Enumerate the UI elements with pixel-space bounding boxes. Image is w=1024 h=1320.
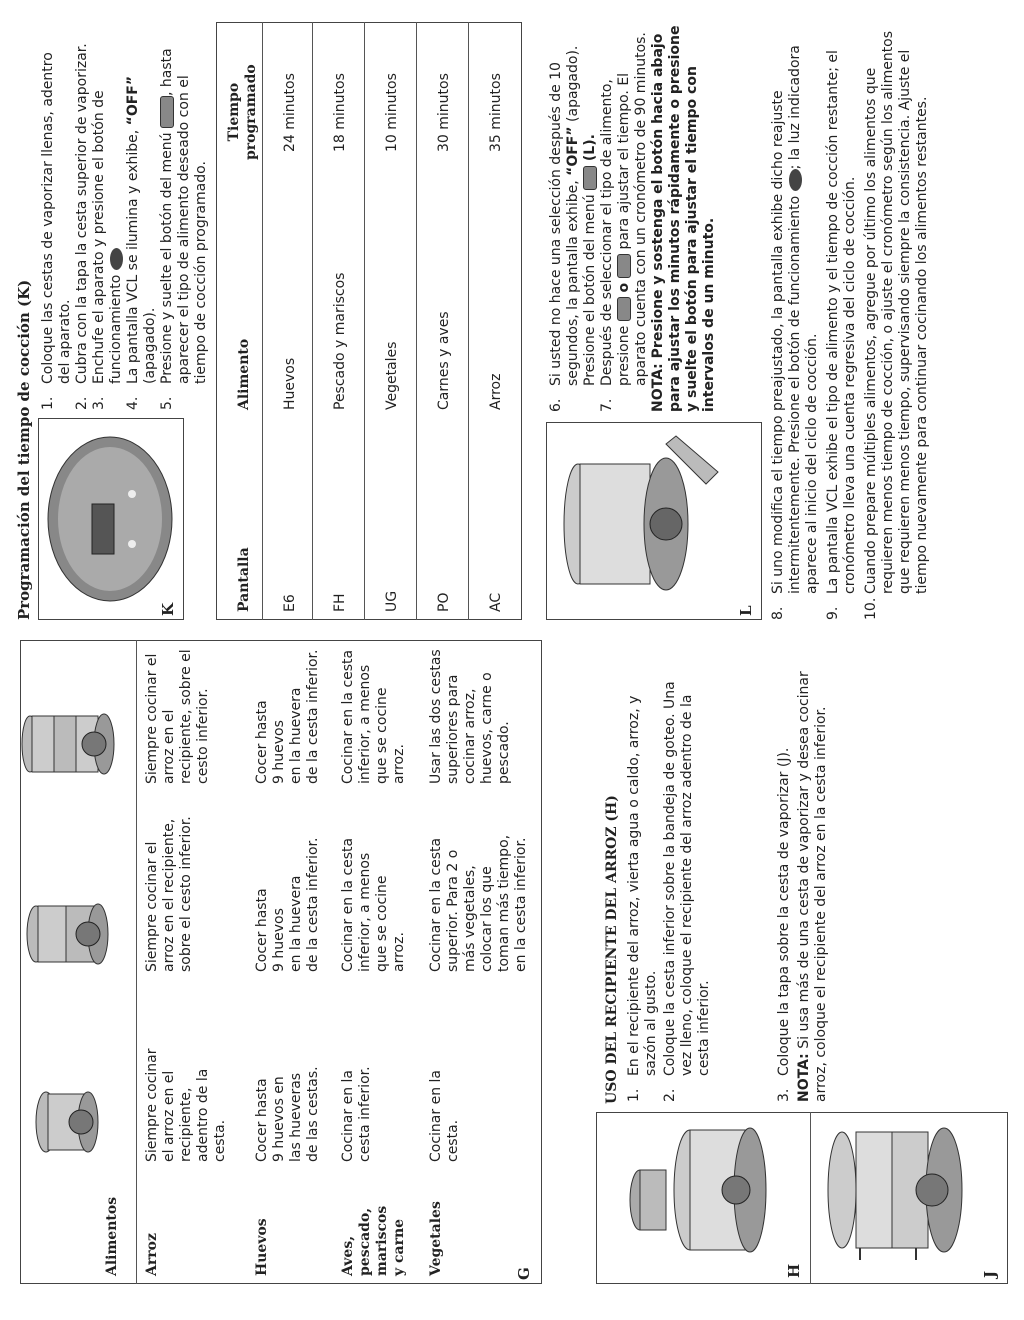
figure-letter-k: K (159, 602, 177, 616)
arroz-1-tier: Siempre cocinar el arroz en el recipiente, adentro de la cesta. (144, 1048, 228, 1162)
programming-title: Programación del tiempo de cocción (K) (15, 279, 33, 620)
prog-step-7 (599, 20, 650, 412)
rice-figures-divider (810, 1112, 811, 1284)
prog-step-2-text: Cubra con la tapa la cesta superior de vaporizar. (74, 43, 90, 384)
time-row-4-alimento: Carnes y aves (436, 311, 452, 410)
prog-step-6-off: “OFF” (565, 126, 581, 176)
time-row-3-pantalla: UG (384, 590, 400, 612)
time-row-3-alimento: Vegetales (384, 341, 400, 410)
prog-step-7-number: 7. (599, 398, 615, 412)
prog-note-7-text: Presione y sostenga el botón hacia abajo para ajustar los minutos rápidamente o presione y suelte el botón para ajustar el tiempo con intervalos de un minuto. (650, 25, 717, 412)
menu-button-icon (160, 96, 174, 128)
time-row-1-alimento: Huevos (282, 357, 298, 410)
rice-step-3 (776, 662, 793, 1102)
prog-step-8-text-b: ; la luz indicadora aparece al inicio del ciclo de cocción. (787, 45, 820, 594)
prog-step-9-number: 9. (825, 606, 841, 620)
single-tier-steamer-picture (26, 1082, 116, 1162)
time-table-row-rule-4 (468, 22, 469, 620)
figure-letter-l: L (737, 605, 755, 616)
prog-step-5-text-b: , hasta aparecer el tipo de alimento deseado con el tiempo de cocción programado. (159, 48, 209, 384)
vegetales-3-tier: Usar las dos cestas superiores para cocinar arroz, huevos, carne o pescado. (428, 649, 512, 784)
table-g-header-rule (136, 640, 137, 1284)
prog-step-7-text-b: para ajustar el tiempo. El aparato cuenta con un cronómetro de 90 minutos. (616, 32, 649, 386)
prog-step-5 (159, 30, 210, 410)
rice-note-text: Si usa más de una cesta de vaporizar y desea cocinar arroz, coloque el recipiente del arroz en la cesta inferior. (796, 671, 829, 1102)
food-huevos: Huevos (254, 1218, 270, 1276)
prog-step-2 (74, 30, 91, 410)
rice-step-3-number: 3. (776, 1088, 792, 1102)
rice-step-1 (626, 662, 660, 1102)
rice-note-label: NOTA: (796, 1053, 812, 1102)
minus-button-icon (617, 254, 631, 278)
figure-letter-j: J (981, 1270, 999, 1278)
time-row-4-tiempo: 30 minutos (436, 73, 452, 152)
rice-step-3-text: Coloque la tapa sobre la cesta de vaporizar (J). (776, 747, 792, 1076)
rice-section-title: USO DEL RECIPIENTE DEL ARROZ (H) (604, 795, 620, 1104)
food-arroz: Arroz (144, 1233, 160, 1276)
huevos-1-tier: Cocer hasta 9 huevos en las hueveras de las cestas. (254, 1066, 321, 1162)
food-aves: Aves, pescado, mariscos y carne (340, 1205, 407, 1276)
rice-note (796, 662, 830, 1102)
steamer-hand-picture (556, 434, 746, 604)
table-g-header-alimentos: Alimentos (104, 1196, 120, 1276)
rice-step-2 (662, 662, 713, 1102)
prog-step-9-text: La pantalla VCL exhibe el tipo de alimento y el tiempo de cocción restante; el cronómetro lleva una cuenta regresiva del ciclo de cocción. (825, 50, 858, 594)
prog-note-7 (650, 20, 718, 412)
arroz-2-tier: Siempre cocinar el arroz en el recipiente, sobre el cesto inferior. (144, 816, 194, 972)
prog-step-6-number: 6. (548, 398, 564, 412)
time-row-2-tiempo: 18 minutos (332, 73, 348, 152)
prog-steps-6-7 (548, 20, 718, 412)
time-row-5-pantalla: AC (488, 592, 504, 612)
rice-step-1-text: En el recipiente del arroz, vierta agua o caldo, arroz, y sazón al gusto. (626, 695, 659, 1076)
prog-step-6-text-b: (apagado). Presione el botón del menú (565, 45, 598, 386)
time-row-3-tiempo: 10 minutos (384, 73, 400, 152)
rice-steps-list (626, 662, 713, 1102)
prog-step-8 (770, 20, 821, 620)
time-row-2-pantalla: FH (332, 593, 348, 612)
prog-step-9 (825, 20, 859, 620)
time-table-header-rule (262, 22, 263, 620)
time-row-4-pantalla: PO (436, 592, 452, 612)
huevos-3-tier: Cocer hasta 9 huevos en la huevera de la cesta inferior. (254, 649, 321, 784)
prog-step-4-number: 4. (125, 396, 141, 410)
huevos-2-tier: Cocer hasta 9 huevos en la huevera de la cesta inferior. (254, 837, 321, 972)
prog-step-3-number: 3. (91, 396, 107, 410)
time-row-5-tiempo: 35 minutos (488, 73, 504, 152)
menu-button-icon-2 (583, 166, 597, 190)
plus-button-icon (617, 297, 631, 321)
prog-steps-8-10 (770, 20, 931, 620)
figure-letter-g: G (515, 1267, 533, 1280)
programming-steps-list (40, 30, 210, 410)
prog-step-10-number: 10. (863, 597, 879, 620)
time-table-header-pantalla: Pantalla (236, 547, 252, 612)
prog-step-8-text: Si uno modifica el tiempo preajustado, la pantalla exhibe dicho reajuste intermitentemente. Presione el botón de funcionamiento (770, 90, 803, 594)
prog-step-4-text-b: (apagado). (142, 307, 158, 384)
prog-step-10-text: Cuando prepare múltiples alimentos, agregue por último los alimentos que requieren menos tiempo de cocción, o ajuste el cronómetro según los alimentos que requieren menos tiempo, supervisando siempre la consistencia. Ajuste el tiempo nuevamente para continuar cocinando los alimentos restantes. (863, 30, 930, 594)
prog-step-3-text: Enchufe el aparato y presione el botón de funcionamiento (91, 90, 124, 384)
power-button-icon-2 (789, 169, 802, 191)
rice-step-3-list (776, 662, 793, 1102)
food-vegetales: Vegetales (428, 1201, 444, 1276)
prog-step-5-number: 5. (159, 396, 175, 410)
prog-step-3 (91, 30, 125, 410)
aves-1-tier: Cocinar en la cesta inferior. (340, 1066, 373, 1162)
control-panel-picture (42, 434, 178, 604)
prog-step-6-text-a: Si usted no hace una selección después de 10 segundos, la pantalla exhibe, (548, 62, 581, 386)
prog-step-6 (548, 20, 599, 412)
vegetales-2-tier: Cocinar en la cesta superior. Para 2 o más vegetales, colocar los que toman más tiempo, en la cesta inferior. (428, 834, 529, 972)
steamer-with-lid-picture (820, 1116, 1000, 1264)
prog-step-1-text: Coloque las cestas de vaporizar llenas, adentro del aparato. (40, 52, 73, 384)
rice-step-1-number: 1. (626, 1088, 642, 1102)
prog-step-7-text-a: Después de seleccionar el tipo de alimento, presione (599, 79, 632, 386)
prog-step-4-text-a: La pantalla VCL se ilumina y exhibe, (125, 125, 141, 384)
rice-step-2-number: 2. (662, 1088, 678, 1102)
time-row-1-pantalla: E6 (282, 594, 298, 612)
rice-step-2-text: Coloque la cesta inferior sobre la bandeja de goteo. Una vez lleno, coloque el recipiente del arroz adentro de la cesta inferior. (662, 681, 712, 1076)
three-tier-steamer-picture (20, 704, 124, 784)
time-row-2-alimento: Pescado y mariscos (332, 272, 348, 410)
vegetales-1-tier: Cocinar en la cesta. (428, 1070, 461, 1162)
time-row-5-alimento: Arroz (488, 373, 504, 410)
prog-step-2-number: 2. (74, 396, 90, 410)
figure-letter-h: H (785, 1263, 803, 1278)
time-table-row-rule-3 (416, 22, 417, 620)
prog-step-6-text-c: (L). (582, 134, 598, 166)
prog-step-1-number: 1. (40, 396, 56, 410)
time-table-header-alimento: Alimento (236, 338, 252, 410)
prog-step-8-number: 8. (770, 606, 786, 620)
aves-3-tier: Cocinar en la cesta inferior, a menos que se cocine arroz. (340, 649, 407, 784)
prog-step-7-o: o (616, 277, 632, 298)
time-table-row-rule-2 (364, 22, 365, 620)
time-table-row-rule-1 (312, 22, 313, 620)
prog-step-4 (125, 30, 159, 410)
prog-step-1 (40, 30, 74, 410)
time-row-1-tiempo: 24 minutos (282, 73, 298, 152)
prog-step-5-text-a: Presione y suelte el botón del menú (159, 132, 175, 384)
prog-step-4-off: “OFF” (125, 75, 141, 126)
prog-step-10 (863, 20, 931, 620)
arroz-3-tier: Siempre cocinar el arroz en el recipiente, sobre el cesto inferior. (144, 649, 211, 784)
two-tier-steamer-picture (22, 894, 122, 974)
rice-bowl-picture (610, 1120, 790, 1260)
prog-note-7-label: NOTA: (650, 358, 666, 412)
aves-2-tier: Cocinar en la cesta inferior, a menos que se cocine arroz. (340, 837, 407, 972)
time-table-header-tiempo: Tiempo programado (226, 64, 259, 160)
power-button-icon (110, 248, 123, 270)
